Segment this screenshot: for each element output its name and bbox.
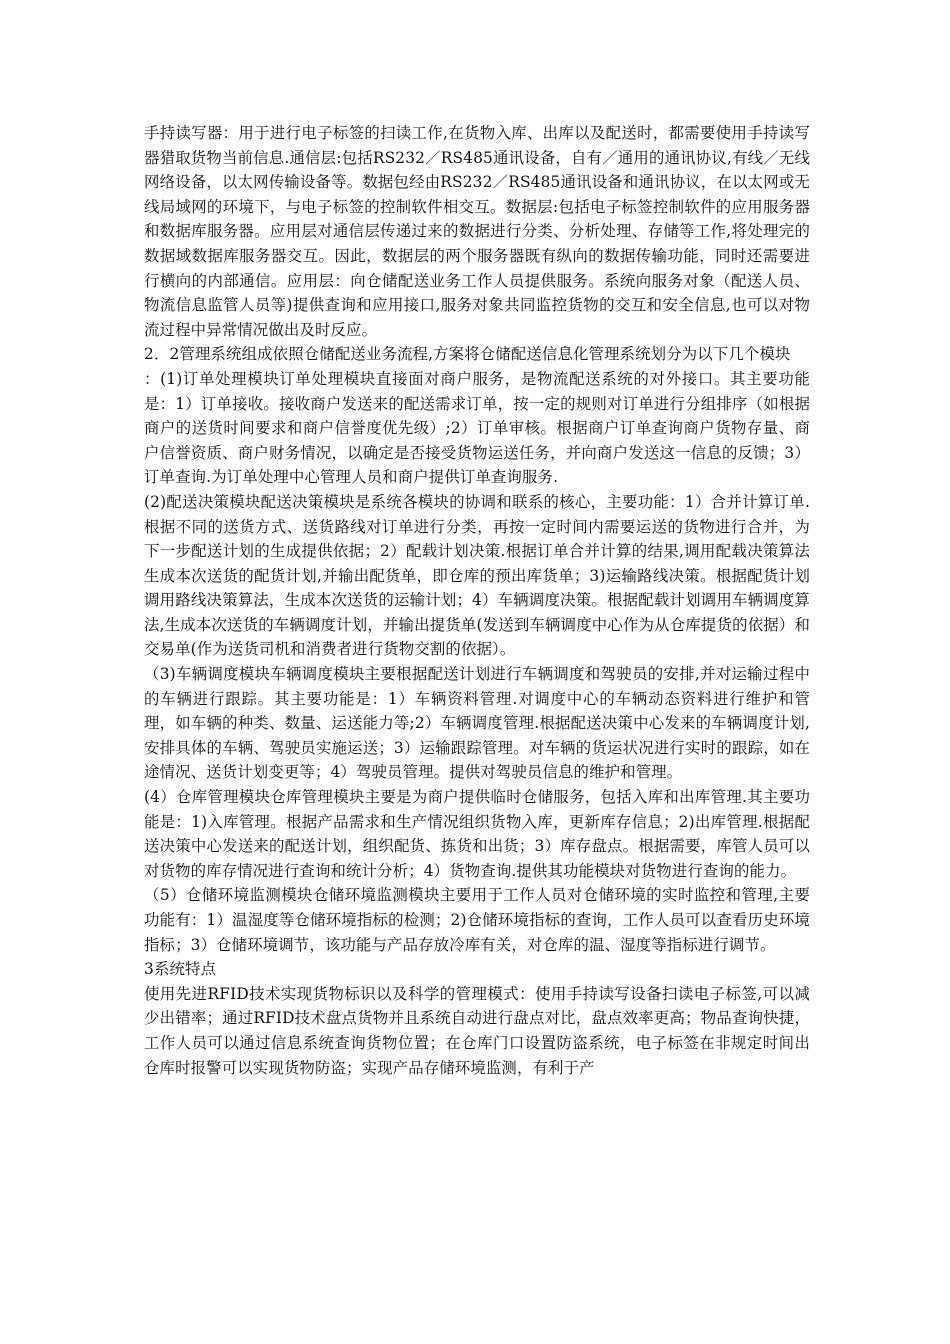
paragraph-order-module: ：(1)订单处理模块订单处理模块直接面对商户服务，是物流配送系统的对外接口。其主要功能是：1）订单接收。接收商户发送来的配送需求订单，按一定的规则对订单进行分组排序（如根据商户的送货时间要求和商户信誉度优先级）;2）订单审核。根据商户订单查询商户货物存量、商户信誉资质、商户财务情况，以确定是否接受货物运送任务，并向商户发送这一信息的反馈；3）订单查询.为订单处理中心管理人员和商户提供订单查询服务.	[144, 369, 810, 487]
paragraph-warehouse-module: (4）仓库管理模块仓库管理模块主要是为商户提供临时仓储服务，包括入库和出库管理.其主要功能是：1)入库管理。根据产品需求和生产情况组织货物入库，更新库存信息；2)出库管理.根据配送决策中心发送来的配送计划，组织配货、拣货和出货；3）库存盘点。根据需要，库管人员可以对货物的库存情况进行查询和统计分析；4）货物查询.提供其功能模块对货物进行查询的能力。	[144, 788, 810, 880]
paragraph-environment-module: （5）仓储环境监测模块仓储环境监测模块主要用于工作人员对仓储环境的实时监控和管理,主要功能有：1）温湿度等仓储环境指标的检测；2)仓储环境指标的查询，工作人员可以查看历史环境指标；3）仓储环境调节，该功能与产品存放冷库有关，对仓库的温、湿度等指标进行调节。	[144, 886, 810, 954]
document-body	[144, 121, 810, 1080]
paragraph-system-features: 使用先进RFID技术实现货物标识以及科学的管理模式：使用手持读写设备扫读电子标签,可以减少出错率；通过RFID技术盘点货物并且系统自动进行盘点对比，盘点效率更高；物品查询快捷，工作人员可以通过信息系统查询货物位置；在仓库门口设置防盗系统，电子标签在非规定时间出仓库时报警可以实现货物防盗；实现产品存储环境监测，有利于产	[144, 984, 810, 1077]
paragraph-handheld-reader: 手持读写器：用于进行电子标签的扫读工作,在货物入库、出库以及配送时，都需要使用手持读写器猎取货物当前信息.通信层:包括RS232／RS485通讯设备，自有／通用的通讯协议,有线／无线网络设备，以太网传输设备等。数据包经由RS232／RS485通讯设备和通讯协议，在以太网或无线局域网的环境下，与电子标签的控制软件相交互。数据层:包括电子标签控制软件的应用服务器和数据库服务器。应用层对通信层传递过来的数据进行分类、分析处理、存储等工作,将处理完的数据域数据库服务器交互。因此，数据层的两个服务器既有纵向的数据传输功能，同时还需要进行横向的内部通信。应用层：向仓储配送业务工作人员提供服务。系统向服务对象（配送人员、物流信息监管人员等)提供查询和应用接口,服务对象共同监控货物的交互和安全信息,也可以对物流过程中异常情况做出及时反应。	[144, 124, 810, 339]
section-3-heading: 3系统特点	[144, 960, 217, 979]
paragraph-section-2-2-heading: 2．2管理系统组成依照仓储配送业务流程,方案将仓储配送信息化管理系统划分为以下几个模块	[144, 345, 791, 364]
paragraph-dispatch-decision-module: (2)配送决策模块配送决策模块是系统各模块的协调和联系的核心，主要功能：1）合并计算订单.根据不同的送货方式、送货路线对订单进行分类，再按一定时间内需要运送的货物进行合并，为下一步配送计划的生成提供依据；2）配载计划决策.根据订单合并计算的结果,调用配载决策算法生成本次送货的配货计划,并输出配货单，即仓库的预出库货单；3)运输路线决策。根据配货计划调用路线决策算法，生成本次送货的运输计划；4）车辆调度决策。根据配载计划调用车辆调度算法,生成本次送货的车辆调度计划，并输出提货单(发送到车辆调度中心作为从仓库提货的依据）和交易单(作为送货司机和消费者进行货物交割的依据）。	[144, 492, 810, 659]
paragraph-vehicle-scheduling-module: （3)车辆调度模块车辆调度模块主要根据配送计划进行车辆调度和驾驶员的安排,并对运输过程中的车辆进行跟踪。其主要功能是：1）车辆资料管理.对调度中心的车辆动态资料进行维护和管理，如车辆的种类、数量、运送能力等;2）车辆调度管理.根据配送决策中心发来的车辆调度计划,安排具体的车辆、驾驶员实施运送；3）运输跟踪管理。对车辆的货运状况进行实时的跟踪，如在途情况、送货计划变更等；4）驾驶员管理。提供对驾驶员信息的维护和管理。	[144, 665, 810, 782]
